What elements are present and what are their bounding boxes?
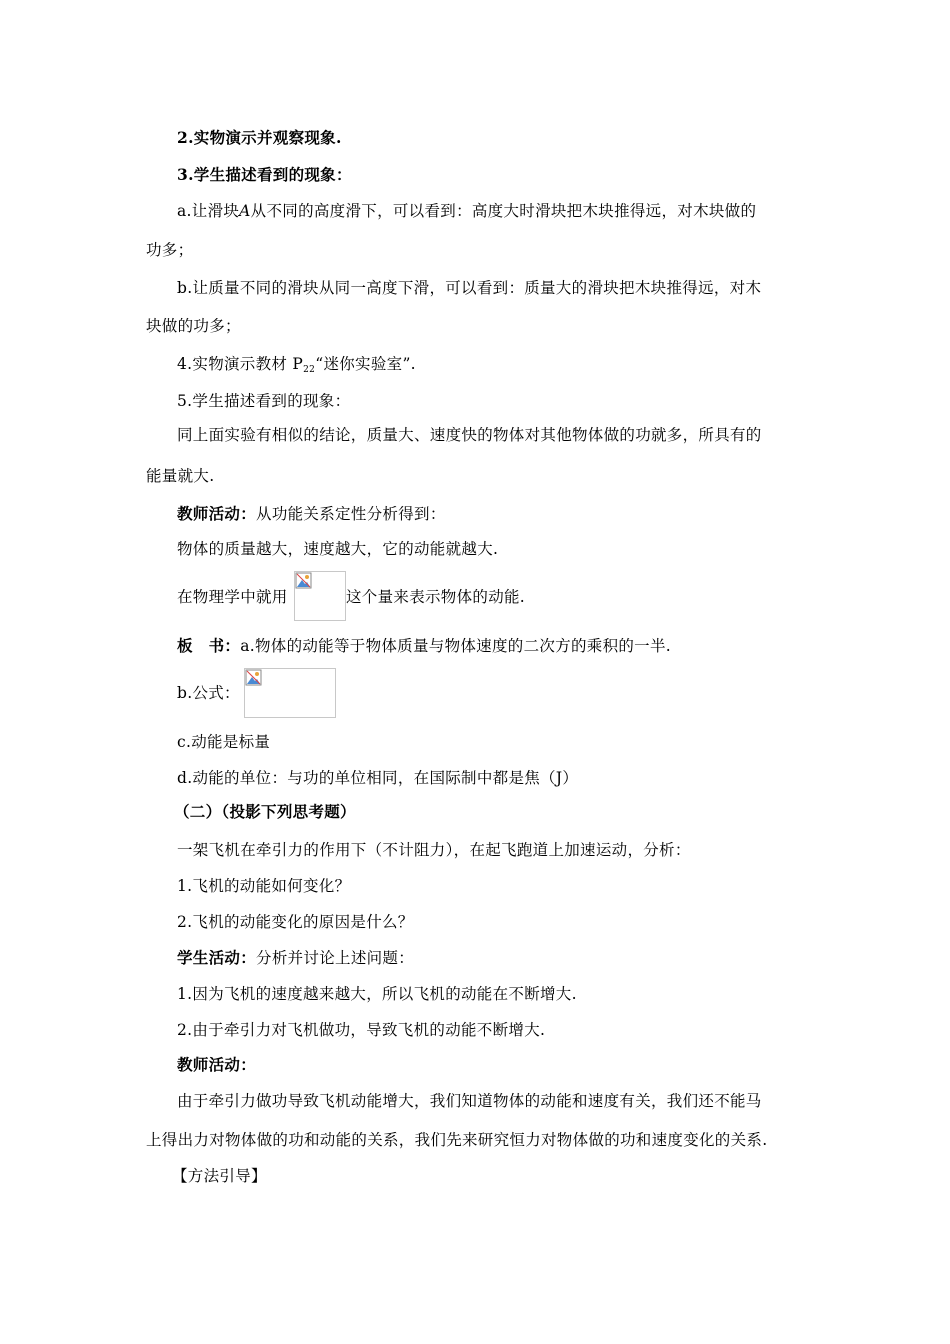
line-board-a: 板 书：a.物体的动能等于物体质量与物体速度的二次方的乘积的一半.	[177, 636, 671, 655]
line-answer-1: 1.因为飞机的速度越来越大，所以飞机的动能在不断增大.	[177, 985, 577, 1003]
formula-image-placeholder	[294, 571, 346, 621]
line-step-5: 5.学生描述看到的现象：	[177, 392, 351, 410]
label-teacher-activity: 教师活动：	[177, 504, 257, 523]
line-question-1: 1.飞机的动能如何变化？	[177, 877, 351, 895]
label-student-activity: 学生活动：	[177, 948, 257, 967]
section-method-guide: 【方法引导】	[172, 1167, 267, 1185]
line-step-2: 2.实物演示并观察现象.	[177, 128, 342, 147]
line-physics-quantity-pre: 在物理学中就用	[177, 588, 288, 606]
line-answer-2: 2.由于牵引力对飞机做功，导致飞机的动能不断增大.	[177, 1021, 546, 1039]
line-step-4: 4.实物演示教材 $P_{22}“$迷你实验室”.	[177, 355, 416, 375]
line-board-c: c.动能是标量	[177, 733, 271, 751]
line-conclusion: 同上面实验有相似的结论，质量大、速度快的物体对其他物体做的功就多，所具有的	[177, 426, 762, 444]
label-teacher-activity-2: 教师活动：	[177, 1055, 257, 1074]
line-teacher-activity-1: 教师活动：从功能关系定性分析得到：	[177, 504, 446, 523]
line-student-activity: 学生活动：分析并讨论上述问题：	[177, 948, 415, 967]
broken-image-icon	[245, 669, 263, 687]
label-board: 板 书：	[177, 636, 241, 655]
line-question-2: 2.飞机的动能变化的原因是什么？	[177, 913, 414, 931]
line-mass-speed: 物体的质量越大，速度越大，它的动能就越大.	[177, 540, 499, 558]
line-observation-b: b.让质量不同的滑块从同一高度下滑，可以看到：质量大的滑块把木块推得远，对木	[177, 279, 762, 297]
line-observation-b-cont: 块做的功多；	[146, 317, 241, 335]
line-teacher-explain-cont: 上得出力对物体做的功和动能的关系，我们先来研究恒力对物体做的功和速度变化的关系.	[146, 1131, 768, 1149]
section-heading-2: （二）（投影下列思考题）	[174, 802, 356, 821]
line-conclusion-cont: 能量就大.	[146, 467, 215, 485]
formula-image-placeholder-2	[244, 668, 336, 718]
line-board-b: b.公式：	[177, 684, 240, 702]
line-step-3: 3.学生描述看到的现象：	[177, 165, 352, 184]
line-observation-a-cont: 功多；	[146, 241, 194, 259]
broken-image-icon	[295, 572, 313, 590]
line-board-d: d.动能的单位：与功的单位相同，在国际制中都是焦（J）	[177, 769, 579, 787]
line-teacher-explain: 由于牵引力做功导致飞机动能增大，我们知道物体的动能和速度有关，我们还不能马	[177, 1092, 762, 1110]
line-observation-a: a.让滑块A从不同的高度滑下，可以看到：高度大时滑块把木块推得远，对木块做的	[177, 202, 757, 220]
line-airplane-question: 一架飞机在牵引力的作用下（不计阻力），在起飞跑道上加速运动，分析：	[177, 841, 691, 859]
line-physics-quantity-post: 这个量来表示物体的动能.	[346, 588, 526, 606]
